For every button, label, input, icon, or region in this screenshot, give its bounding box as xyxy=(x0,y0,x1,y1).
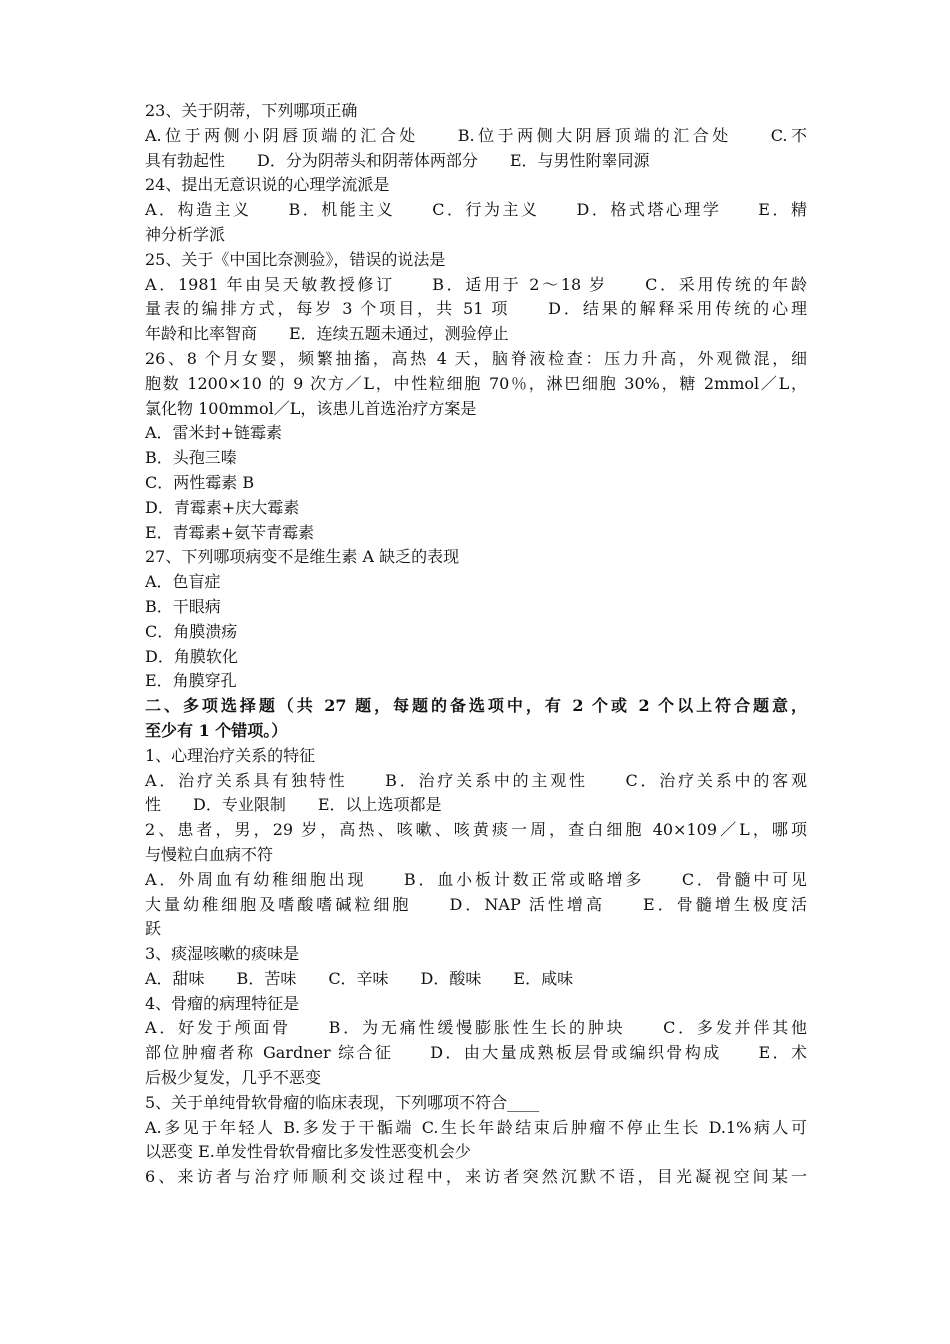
text-line: 具有勃起性 D．分为阴蒂头和阴蒂体两部分 E．与男性附睾同源 xyxy=(145,150,650,170)
text-line: E．角膜穿孔 xyxy=(145,671,237,691)
text-line: A.多见于年轻人 B.多发于干骺端 C.生长年龄结束后肿瘤不停止生长 D.1%病人可 xyxy=(145,1117,807,1137)
text-line: 1、心理治疗关系的特征 xyxy=(145,745,316,765)
text-line: E．青霉素+氨苄青霉素 xyxy=(145,522,315,542)
text-line: 年龄和比率智商 E．连续五题未通过，测验停止 xyxy=(145,324,509,344)
text-line: D．青霉素+庆大霉素 xyxy=(145,497,300,517)
text-line: 6、来访者与治疗师顺利交谈过程中，来访者突然沉默不语，目光凝视空间某一 xyxy=(145,1167,807,1187)
text-line: 27、下列哪项病变不是维生素 A 缺乏的表现 xyxy=(145,547,460,567)
text-line: 神分析学派 xyxy=(145,224,226,244)
text-line: 部位肿瘤者称 Gardner 综合征 D．由大量成熟板层骨或编织骨构成 E．术 xyxy=(145,1043,807,1063)
text-line: C．角膜溃疡 xyxy=(145,621,238,641)
text-line: 胞数 1200×10 的 9 次方／L，中性粒细胞 70％，淋巴细胞 30%，糖 2mmol／L， xyxy=(145,373,807,393)
text-line: 24、提出无意识说的心理学流派是 xyxy=(145,175,390,195)
text-line: A．外周血有幼稚细胞出现 B．血小板计数正常或略增多 C．骨髓中可见 xyxy=(145,869,807,889)
text-line: D．角膜软化 xyxy=(145,646,238,666)
text-line: 3、痰湿咳嗽的痰味是 xyxy=(145,944,300,964)
text-line: 26、8 个月女婴，频繁抽搐，高热 4 天，脑脊液检查：压力升高，外观微混，细 xyxy=(145,348,807,368)
text-line: C．两性霉素 B xyxy=(145,472,255,492)
text-line: 以恶变 E.单发性骨软骨瘤比多发性恶变机会少 xyxy=(145,1142,471,1162)
text-line: A．好发于颅面骨 B．为无痛性缓慢膨胀性生长的肿块 C．多发并伴其他 xyxy=(145,1018,807,1038)
text-line: 4、骨瘤的病理特征是 xyxy=(145,993,300,1013)
text-line: 23、关于阴蒂，下列哪项正确 xyxy=(145,101,358,120)
text-line: 5、关于单纯骨软骨瘤的临床表现，下列哪项不符合____ xyxy=(145,1092,540,1112)
text-line: A．雷米封+链霉素 xyxy=(145,423,282,443)
text-line: 2、患者，男，29 岁，高热、咳嗽、咳黄痰一周，查白细胞 40×109／L，哪项 xyxy=(145,820,807,840)
text-line: 25、关于《中国比奈测验》，错误的说法是 xyxy=(145,249,446,269)
text-line: 量表的编排方式，每岁 3 个项目，共 51 项 D．结果的解释采用传统的心理 xyxy=(145,299,807,319)
text-line: A.位于两侧小阴唇顶端的汇合处 B.位于两侧大阴唇顶端的汇合处 C.不 xyxy=(145,125,807,145)
document-page xyxy=(145,99,807,1190)
section-heading-line: 二、多项选择题（共 27 题，每题的备选项中，有 2 个或 2 个以上符合题意， xyxy=(145,696,807,716)
text-line: A．色盲症 xyxy=(145,572,221,592)
text-line: 氯化物 100mmol／L，该患儿首选治疗方案是 xyxy=(145,398,477,418)
text-line: A．1981 年由吴天敏教授修订 B．适用于 2～18 岁 C．采用传统的年龄 xyxy=(145,274,807,294)
text-line: 大量幼稚细胞及嗜酸嗜碱粒细胞 D．NAP 活性增高 E．骨髓增生极度活 xyxy=(145,894,807,914)
text-line: 跃 xyxy=(145,919,162,939)
text-line: B．干眼病 xyxy=(145,596,221,616)
text-line: A．治疗关系具有独特性 B．治疗关系中的主观性 C．治疗关系中的客观 xyxy=(145,770,807,790)
text-line: 性 D．专业限制 E．以上选项都是 xyxy=(145,795,442,815)
text-line: B．头孢三嗪 xyxy=(145,448,237,468)
text-line: A．甜味 B．苦味 C．辛味 D．酸味 E．咸味 xyxy=(145,968,574,988)
section-heading-line: 至少有 1 个错项。） xyxy=(145,720,288,740)
text-line: A．构造主义 B．机能主义 C．行为主义 D．格式塔心理学 E．精 xyxy=(145,200,807,220)
text-line: 后极少复发，几乎不恶变 xyxy=(145,1068,322,1088)
text-line: 与慢粒白血病不符 xyxy=(145,844,274,864)
